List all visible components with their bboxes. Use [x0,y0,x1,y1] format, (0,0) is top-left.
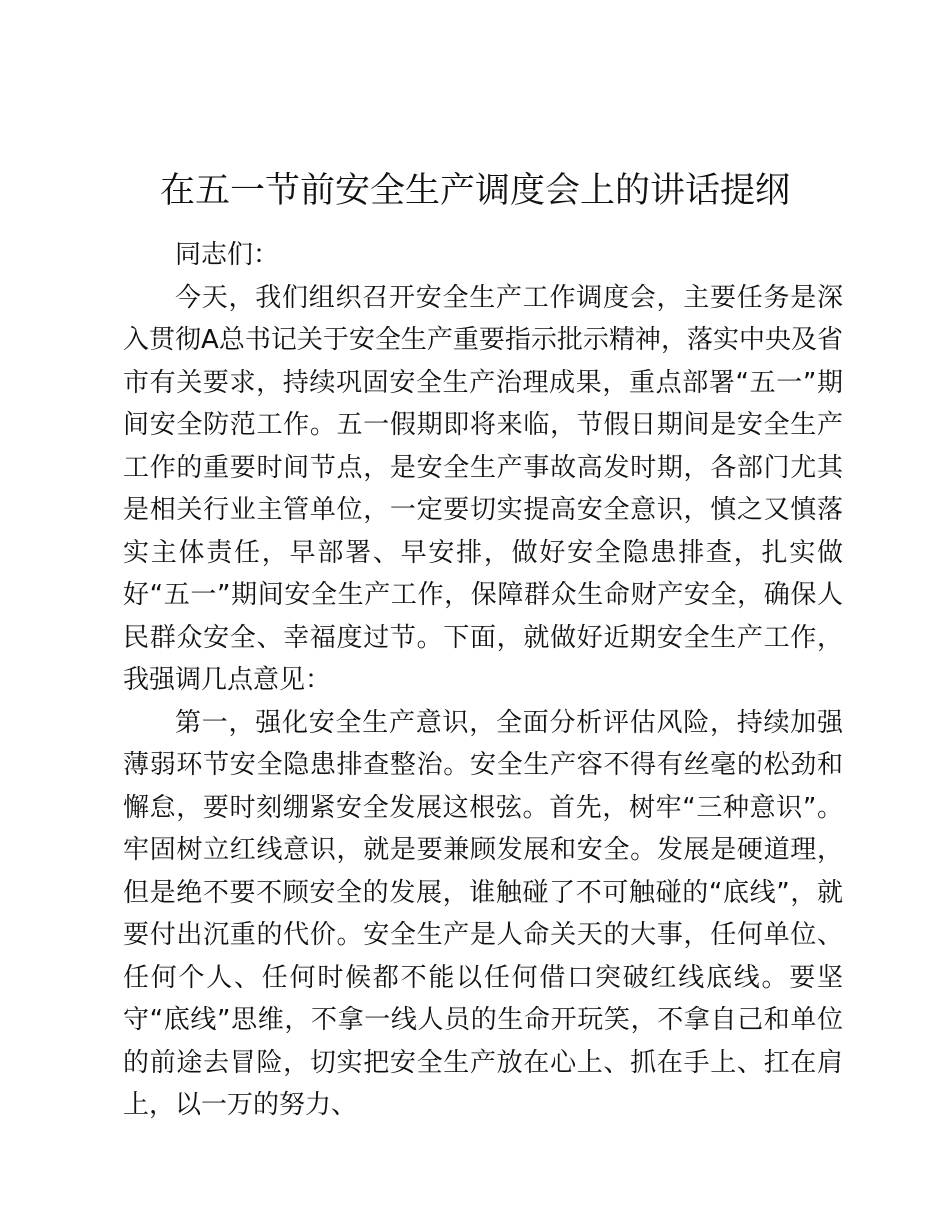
document-title: 在五一节前安全生产调度会上的讲话提纲 [159,171,790,211]
paragraph-intro: 今天，我们组织召开安全生产工作调度会，主要任务是深入贯彻A总书记关于安全生产重要指示批示精神，落实中央及省市有关要求，持续巩固安全生产治理成果，重点部署“五一”期间安全防范工作。五一假期即将来临，节假日期间是安全生产工作的重要时间节点，是安全生产事故高发时期，各部门尤其是相关行业主管单位，一定要切实提高安全意识，慎之又慎落实主体责任，早部署、早安排，做好安全隐患排查，扎实做好“五一”期间安全生产工作，保障群众生命财产安全，确保人民群众安全、幸福度过节。下面，就做好近期安全生产工作，我强调几点意见： [123,282,843,695]
paragraph-first-point: 第一，强化安全生产意识，全面分析评估风险，持续加强薄弱环节安全隐患排查整治。安全生产容不得有丝毫的松劲和懈怠，要时刻绷紧安全发展这根弦。首先，树牢“三种意识”。牢固树立红线意识，就是要兼顾发展和安全。发展是硬道理，但是绝不要不顾安全的发展，谁触碰了不可触碰的“底线”，就要付出沉重的代价。安全生产是人命关天的大事，任何单位、任何个人、任何时候都不能以任何借口突破红线底线。要坚守“底线”思维，不拿一线人员的生命开玩笑，不拿自己和单位的前途去冒险，切实把安全生产放在心上、抓在手上、扛在肩上，以一万的努力、 [123,707,843,1120]
salutation: 同志们： [175,240,280,270]
document-body [123,234,843,1127]
